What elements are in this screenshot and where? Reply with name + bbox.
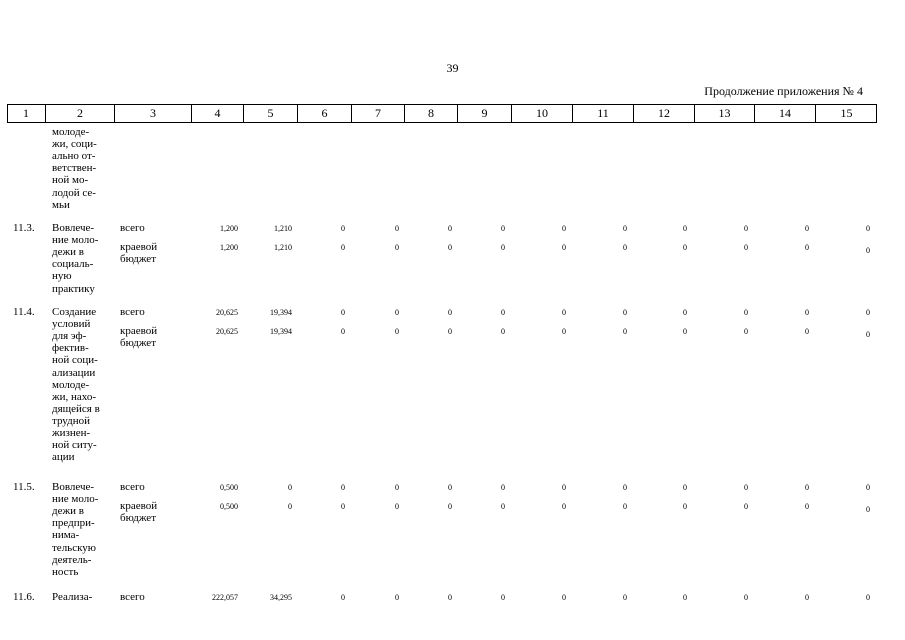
row-name-line: молоде- — [52, 378, 90, 391]
cell-value: 0 — [341, 243, 345, 252]
funding-source-label: всего — [120, 222, 145, 234]
cell-value: 0 — [501, 308, 505, 317]
cell-value: 0 — [866, 308, 870, 317]
cell-value: 0 — [744, 308, 748, 317]
cell-value: 0 — [744, 593, 748, 602]
cell-value: 0 — [395, 224, 399, 233]
row-name-line: ние моло- — [52, 234, 99, 247]
cell-value: 0 — [562, 502, 566, 511]
cell-value: 0 — [805, 483, 809, 492]
row-name-line: жизнен- — [52, 427, 91, 439]
cell-value: 0 — [744, 483, 748, 492]
cell-value: 1,210 — [274, 243, 292, 252]
funding-source-label: бюджет — [120, 253, 156, 266]
cell-value: 0 — [395, 327, 399, 336]
cell-value: 0 — [288, 483, 292, 492]
carryover-name-line: лодой се- — [52, 186, 96, 199]
cell-value: 0 — [501, 593, 505, 602]
row-number: 11.5. — [13, 481, 35, 493]
header-cell-2: 2 — [46, 105, 115, 122]
funding-source-label: краевой — [120, 241, 158, 253]
cell-value: 1,200 — [220, 224, 238, 233]
cell-value: 0 — [683, 224, 687, 233]
row-name-line: для эф- — [52, 330, 87, 343]
row-number: 11.4. — [13, 306, 35, 318]
row-number: 11.3. — [13, 222, 35, 234]
row-name-line: дящейся в — [52, 402, 100, 415]
cell-value: 222,057 — [212, 593, 238, 602]
header-cell-1: 1 — [7, 105, 46, 122]
carryover-name-line: ально от- — [52, 150, 96, 163]
cell-value: 0 — [562, 308, 566, 317]
funding-source-label: краевой — [120, 325, 158, 337]
cell-value: 0 — [744, 224, 748, 233]
header-cell-6: 6 — [298, 105, 352, 122]
cell-value: 0 — [395, 593, 399, 602]
header-table — [7, 104, 877, 123]
cell-value: 0 — [562, 327, 566, 336]
row-name-line: социаль- — [52, 258, 94, 271]
cell-value: 0 — [623, 593, 627, 602]
row-name-line: Реализа- — [52, 591, 93, 603]
row-name-line: Вовлече- — [52, 222, 95, 234]
row-name-line: ации — [52, 451, 75, 464]
cell-value: 0 — [448, 243, 452, 252]
cell-value: 0 — [683, 483, 687, 492]
cell-value: 0 — [683, 243, 687, 252]
cell-value: 0 — [805, 327, 809, 336]
row-name-line: тельскую — [52, 541, 96, 554]
row-name-line: практику — [52, 282, 95, 295]
cell-value: 0 — [448, 502, 452, 511]
header-cell-10: 10 — [512, 105, 573, 122]
header-cell-9: 9 — [458, 105, 512, 122]
appendix-note: Продолжение приложения № 4 — [704, 84, 863, 98]
row-name-line: дежи в — [52, 246, 84, 259]
carryover-name-line: ветствен- — [52, 162, 97, 175]
cell-value: 0 — [744, 502, 748, 511]
row-name-line: ность — [52, 565, 79, 578]
cell-value: 0 — [805, 308, 809, 317]
cell-value: 0 — [805, 243, 809, 252]
row-name-line: фектив- — [52, 342, 89, 355]
header-cell-14: 14 — [755, 105, 816, 122]
header-cell-15: 15 — [840, 106, 853, 120]
cell-value: 0 — [683, 593, 687, 602]
cell-value: 0 — [501, 327, 505, 336]
header-cell-5: 5 — [244, 105, 298, 122]
row-number: 11.6. — [13, 591, 35, 603]
funding-source-label: всего — [120, 481, 145, 493]
cell-value: 0 — [744, 327, 748, 336]
cell-value: 0 — [395, 502, 399, 511]
cell-value: 0 — [341, 593, 345, 602]
row-name-line: деятель- — [52, 553, 92, 566]
cell-value: 20,625 — [216, 327, 238, 336]
carryover-name-line: жи, соци- — [52, 138, 97, 151]
cell-value: 0 — [395, 243, 399, 252]
cell-value: 0 — [805, 593, 809, 602]
cell-value: 0 — [562, 593, 566, 602]
row-name-line: условий — [52, 318, 91, 331]
cell-value: 0 — [683, 308, 687, 317]
funding-source-label: бюджет — [120, 337, 156, 350]
cell-value: 0 — [448, 224, 452, 233]
cell-value: 0 — [448, 308, 452, 317]
carryover-name-line: мьи — [52, 198, 70, 211]
cell-value: 0 — [866, 505, 870, 514]
cell-value: 19,394 — [270, 327, 292, 336]
cell-value: 0 — [866, 330, 870, 339]
cell-value: 0 — [805, 502, 809, 511]
cell-value: 0 — [501, 483, 505, 492]
cell-value: 0 — [866, 246, 870, 255]
row-name-line: жи, нахо- — [52, 390, 96, 403]
header-cell-12: 12 — [634, 105, 695, 122]
header-cell-8: 8 — [405, 105, 458, 122]
cell-value: 1,210 — [274, 224, 292, 233]
cell-value: 0 — [623, 243, 627, 252]
page-number: 39 — [446, 61, 459, 75]
header-cell-4: 4 — [192, 105, 244, 122]
cell-value: 34,295 — [270, 593, 292, 602]
funding-source-label: всего — [120, 591, 145, 603]
cell-value: 0 — [683, 327, 687, 336]
cell-value: 0 — [744, 243, 748, 252]
header-cell-7: 7 — [352, 105, 405, 122]
cell-value: 0 — [623, 483, 627, 492]
cell-value: 0 — [341, 308, 345, 317]
cell-value: 0 — [623, 308, 627, 317]
row-name-line: Вовлече- — [52, 481, 95, 493]
cell-value: 0 — [562, 224, 566, 233]
cell-value: 0 — [341, 224, 345, 233]
row-name-line: ализации — [52, 366, 96, 379]
header-cell-13: 13 — [695, 105, 755, 122]
cell-value: 0 — [448, 593, 452, 602]
row-name-line: ную — [52, 270, 72, 283]
cell-value: 1,200 — [220, 243, 238, 252]
funding-source-label: краевой — [120, 500, 158, 512]
cell-value: 0 — [501, 502, 505, 511]
carryover-name-line: молоде- — [52, 126, 90, 138]
cell-value: 0 — [562, 243, 566, 252]
cell-value: 20,625 — [216, 308, 238, 317]
cell-value: 0 — [288, 502, 292, 511]
row-name-line: предпри- — [52, 517, 95, 530]
cell-value: 0 — [562, 483, 566, 492]
cell-value: 0 — [341, 483, 345, 492]
row-name-line: Создание — [52, 306, 97, 318]
cell-value: 0 — [866, 224, 870, 233]
funding-source-label: бюджет — [120, 512, 156, 525]
cell-value: 0 — [395, 308, 399, 317]
cell-value: 0 — [341, 502, 345, 511]
cell-value: 0 — [623, 327, 627, 336]
cell-value: 0 — [866, 593, 870, 602]
row-name-line: трудной — [52, 414, 90, 427]
cell-value: 0 — [501, 224, 505, 233]
row-name-line: дежи в — [52, 505, 84, 518]
cell-value: 0,500 — [220, 483, 238, 492]
cell-value: 0,500 — [220, 502, 238, 511]
cell-value: 0 — [805, 224, 809, 233]
row-name-line: ние моло- — [52, 493, 99, 506]
cell-value: 19,394 — [270, 308, 292, 317]
funding-source-label: всего — [120, 306, 145, 318]
row-name-line: ной соци- — [52, 354, 98, 367]
row-name-line: ной ситу- — [52, 439, 97, 452]
cell-value: 0 — [501, 243, 505, 252]
cell-value: 0 — [623, 502, 627, 511]
carryover-name-line: ной мо- — [52, 174, 89, 187]
cell-value: 0 — [341, 327, 345, 336]
cell-value: 0 — [395, 483, 399, 492]
cell-value: 0 — [623, 224, 627, 233]
header-cell-11: 11 — [573, 105, 634, 122]
cell-value: 0 — [683, 502, 687, 511]
cell-value: 0 — [448, 327, 452, 336]
row-name-line: нима- — [52, 529, 80, 542]
cell-value: 0 — [866, 483, 870, 492]
cell-value: 0 — [448, 483, 452, 492]
header-cell-3: 3 — [115, 105, 192, 122]
